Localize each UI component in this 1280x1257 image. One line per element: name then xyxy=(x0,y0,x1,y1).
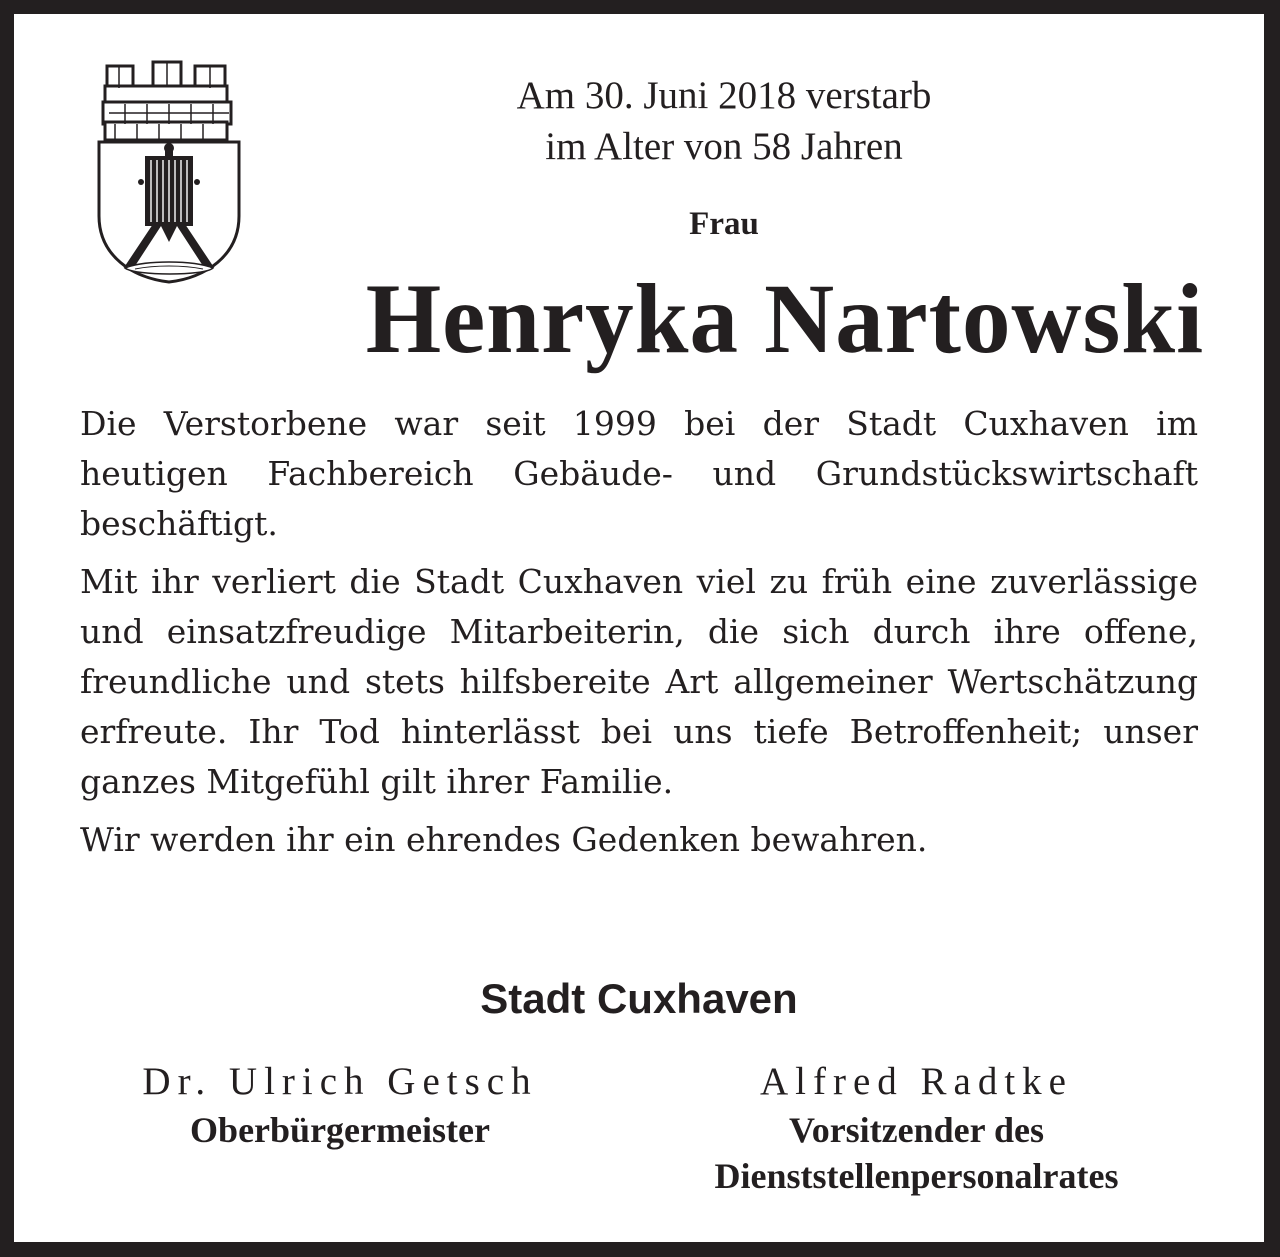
death-announcement xyxy=(394,70,1054,172)
signatory-role: Vorsitzender des xyxy=(789,1110,1044,1150)
signatory-council-chair xyxy=(644,1057,1189,1199)
paragraph-remembrance: Wir werden ihr ein ehrendes Gedenken bewahren. xyxy=(80,820,928,859)
organization-name: Stadt Cuxhaven xyxy=(480,975,798,1022)
paragraph-tribute: Mit ihr verliert die Stadt Cuxhaven viel zu früh eine zuverlässige und einsatzfreudige Mitarbeiterin, die sich durch ihre offene, freundliche und stets hilfsbereite Art allgemeiner Wertschätzung erfreute. Ihr Tod hinterlässt bei uns tiefe Betroffenheit; unser ganzes Mitgefühl gilt ihrer Familie. xyxy=(80,562,1198,801)
signatory-role: Dienststellenpersonalrates xyxy=(714,1156,1119,1196)
signatory-role: Oberbürgermeister xyxy=(190,1110,490,1150)
signatory-name: Dr. Ulrich Getsch xyxy=(142,1060,538,1103)
salutation: Frau xyxy=(689,206,759,242)
signatory-mayor xyxy=(100,1057,580,1153)
obituary-body xyxy=(80,399,1198,873)
cuxhaven-coat-of-arms-icon xyxy=(95,56,243,286)
death-date-line: Am 30. Juni 2018 verstarb xyxy=(516,74,932,117)
age-line: im Alter von 58 Jahren xyxy=(545,125,903,168)
paragraph-employment: Die Verstorbene war seit 1999 bei der Stadt Cuxhaven im heutigen Fachbereich Gebäude- und Grundstückswirtschaft beschäftigt. xyxy=(80,404,1198,543)
signatory-name: Alfred Radtke xyxy=(759,1060,1073,1103)
deceased-name: Henryka Nartowski xyxy=(365,263,1204,374)
obituary-notice xyxy=(14,14,1264,1242)
